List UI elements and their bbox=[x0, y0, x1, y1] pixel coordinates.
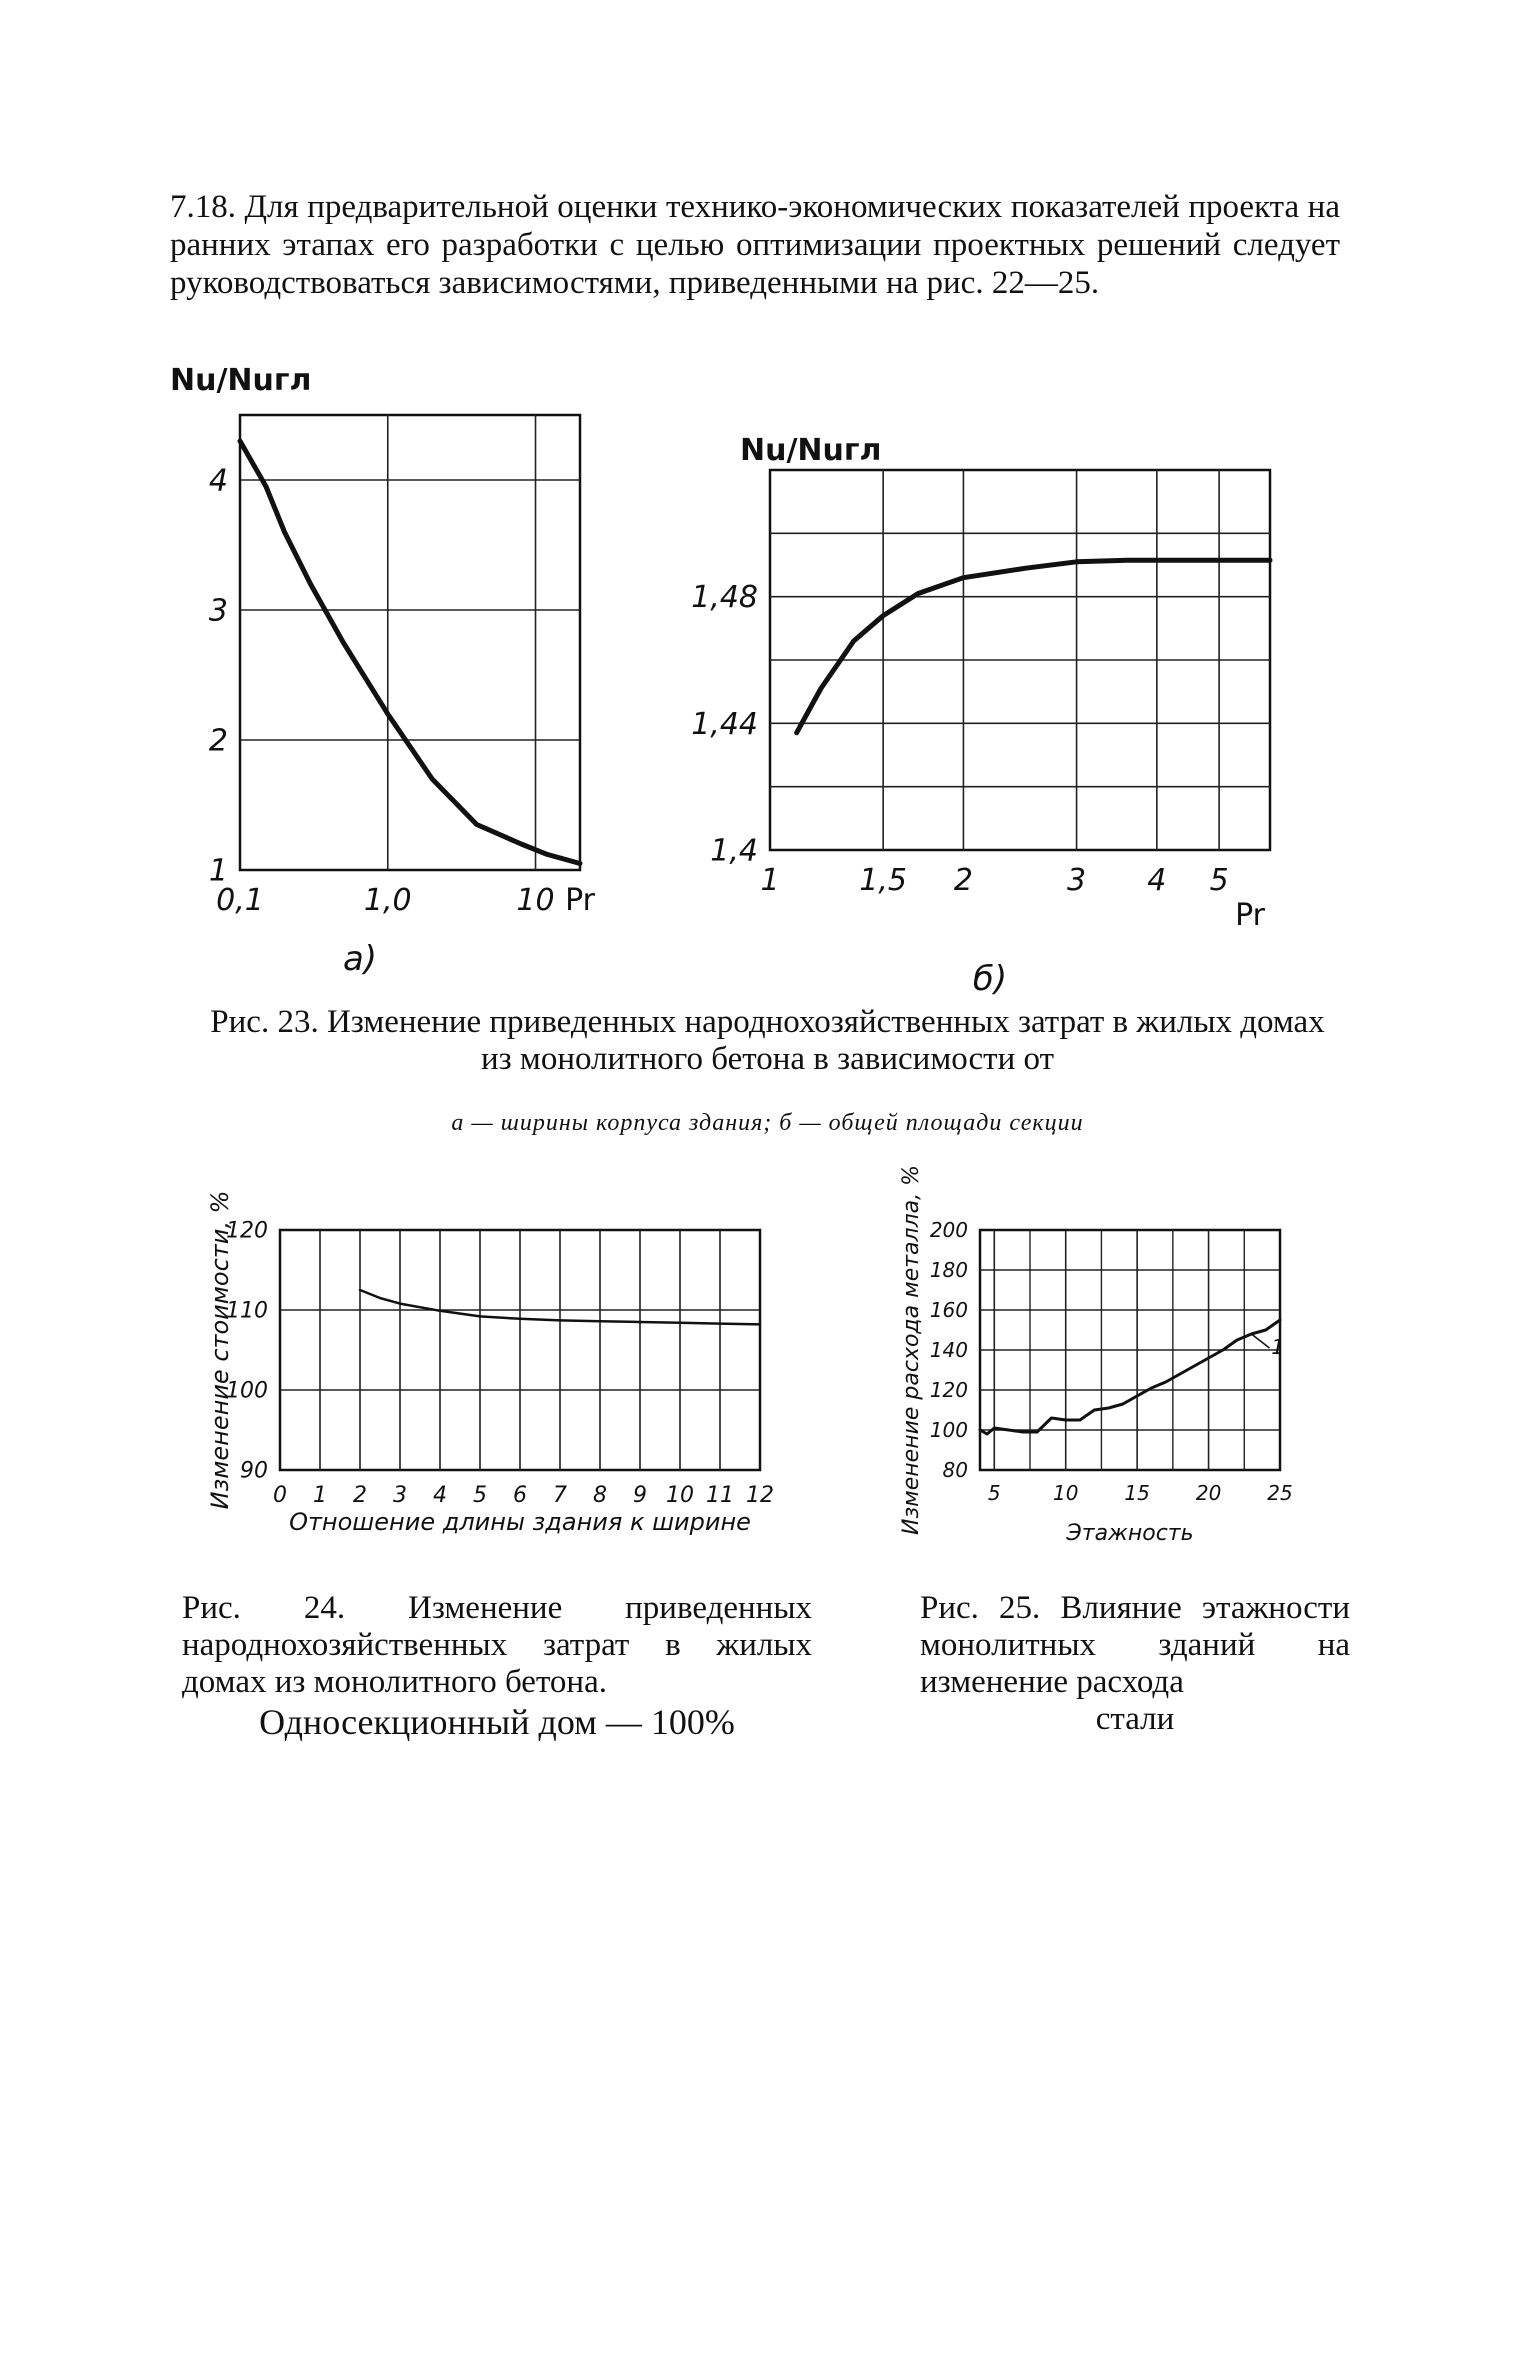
x-axis-label: Этажность bbox=[1066, 1521, 1194, 1546]
x-tick-label: 1,0 bbox=[363, 883, 412, 918]
y-tick-label: 100 bbox=[226, 1378, 268, 1404]
chart-fig24 bbox=[206, 1190, 780, 1560]
annotation-label: 1 bbox=[1271, 1335, 1285, 1359]
y-tick-label: 110 bbox=[226, 1298, 268, 1324]
y-axis-label: Изменение расхода металла, % bbox=[899, 1164, 924, 1536]
y-tick-label: 80 bbox=[942, 1458, 968, 1482]
y-tick-label: 100 bbox=[929, 1418, 968, 1442]
series-line bbox=[240, 441, 580, 864]
panel-label: а) bbox=[342, 939, 378, 979]
x-tick-label: 5 bbox=[473, 1483, 487, 1508]
y-tick-label: 160 bbox=[929, 1298, 968, 1322]
y-tick-label: 90 bbox=[240, 1458, 268, 1484]
fig25-caption-main: Рис. 25. Влияние этажности монолитных зданий на изменение расхода bbox=[920, 1590, 1350, 1700]
y-tick-label: 180 bbox=[929, 1258, 968, 1282]
x-tick-label: 10 bbox=[516, 883, 555, 918]
y-tick-label: 140 bbox=[929, 1338, 968, 1362]
x-tick-label: 6 bbox=[513, 1483, 527, 1508]
annotation-leader bbox=[1251, 1334, 1269, 1348]
plot-frame bbox=[240, 415, 580, 870]
y-tick-label: 2 bbox=[208, 723, 228, 759]
x-axis-label: Pr bbox=[565, 883, 595, 918]
x-tick-label: 12 bbox=[746, 1483, 774, 1508]
fig24-caption-last: Односекционный дом — 100% bbox=[259, 1702, 735, 1742]
y-axis-label: Nu/Nuгл bbox=[170, 363, 312, 398]
x-tick-label: 20 bbox=[1195, 1481, 1222, 1505]
intro-paragraph: 7.18. Для предварительной оценки технико-экономических показателей проекта на ранних этапах его разработки с целью оптимизации проектных решений следует руководствоваться зависимостями, приведенными на рис. 22—25. bbox=[170, 189, 1340, 301]
x-axis-label: Pr bbox=[1235, 898, 1265, 933]
y-tick-label: 1,44 bbox=[691, 706, 758, 742]
x-tick-label: 5 bbox=[1209, 863, 1229, 898]
fig25-caption bbox=[920, 1590, 1350, 1738]
x-tick-label: 1,5 bbox=[859, 863, 908, 898]
x-tick-label: 10 bbox=[666, 1483, 694, 1508]
y-tick-label: 4 bbox=[208, 463, 228, 499]
x-tick-label: 7 bbox=[553, 1483, 567, 1508]
fig25-caption-last: стали bbox=[1095, 1701, 1175, 1737]
y-tick-label: 120 bbox=[226, 1218, 268, 1244]
x-tick-label: 1 bbox=[760, 863, 780, 898]
chart-fig23b bbox=[690, 433, 1310, 999]
x-tick-label: 25 bbox=[1267, 1481, 1293, 1505]
y-tick-label: 120 bbox=[929, 1378, 968, 1402]
x-tick-label: 3 bbox=[1067, 863, 1087, 898]
fig23-subcaption: а — ширины корпуса здания; б — общей площади секции bbox=[451, 1110, 1084, 1136]
x-tick-label: 10 bbox=[1052, 1481, 1079, 1505]
y-tick-label: 1,48 bbox=[691, 580, 758, 616]
series-line bbox=[980, 1320, 1280, 1434]
x-tick-label: 2 bbox=[953, 863, 973, 898]
y-tick-label: 200 bbox=[929, 1218, 968, 1242]
x-tick-label: 15 bbox=[1124, 1481, 1150, 1505]
x-tick-label: 11 bbox=[706, 1483, 734, 1508]
series-line bbox=[797, 560, 1270, 733]
chart-fig23a bbox=[170, 360, 620, 980]
fig24-caption bbox=[182, 1590, 812, 1743]
x-tick-label: 2 bbox=[353, 1483, 367, 1508]
x-tick-label: 4 bbox=[1147, 863, 1167, 898]
x-tick-label: 9 bbox=[633, 1483, 647, 1508]
y-tick-label: 3 bbox=[208, 593, 228, 629]
x-tick-label: 0 bbox=[273, 1483, 287, 1508]
y-axis-label: Изменение стоимости, % bbox=[206, 1190, 234, 1510]
x-tick-label: 4 bbox=[433, 1483, 447, 1508]
y-tick-label: 1,4 bbox=[710, 833, 758, 869]
x-tick-label: 0,1 bbox=[216, 883, 264, 918]
fig24-caption-main: Рис. 24. Изменение приведенных народнохозяйственных затрат в жилых домах из монолитного бетона. bbox=[182, 1590, 812, 1700]
y-tick-label: 1 bbox=[208, 853, 228, 889]
chart-fig25 bbox=[880, 1164, 1340, 1560]
x-tick-label: 1 bbox=[313, 1483, 327, 1508]
y-axis-label: Nu/Nuгл bbox=[740, 433, 882, 468]
x-tick-label: 5 bbox=[987, 1481, 1001, 1505]
x-axis-label: Отношение длины здания к ширине bbox=[289, 1508, 751, 1536]
x-tick-label: 8 bbox=[593, 1483, 607, 1508]
fig23-caption: Рис. 23. Изменение приведенных народнохозяйственных затрат в жилых домах из монолитного бетона в зависимости от bbox=[210, 1004, 1325, 1077]
panel-label: б) bbox=[972, 959, 1008, 999]
x-tick-label: 3 bbox=[393, 1483, 407, 1508]
